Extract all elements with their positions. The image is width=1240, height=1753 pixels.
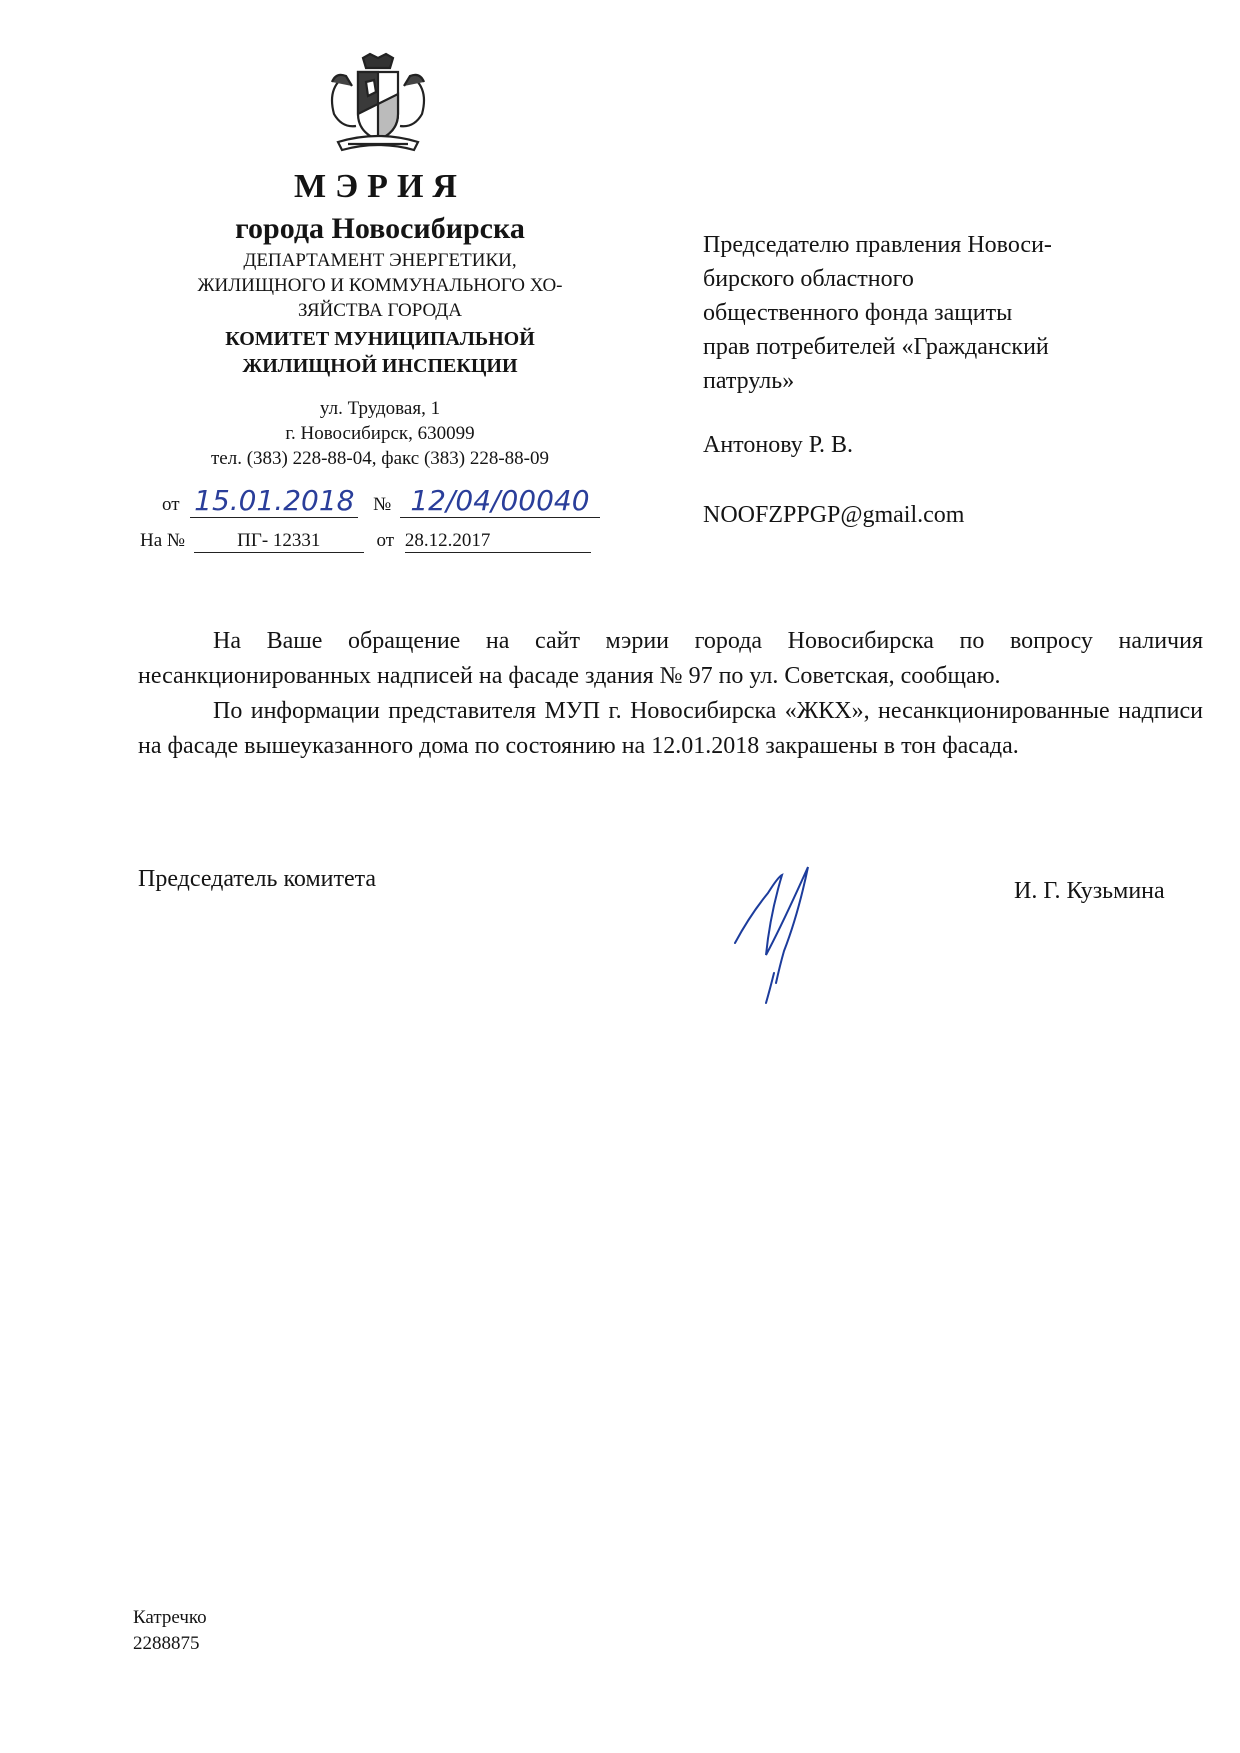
handwritten-signature-icon [730, 855, 840, 1005]
department-name [140, 248, 620, 323]
committee-name [150, 326, 610, 380]
recipient-name: Антонову Р. В. [703, 432, 854, 458]
recipient-line: прав потребителей «Гражданский [703, 334, 1049, 360]
committee-line: ЖИЛИЩНОЙ ИНСПЕКЦИИ [242, 355, 518, 377]
outgoing-date: 15.01.2018 [190, 484, 358, 518]
executor-name: Катречко [133, 1607, 207, 1628]
incoming-number: ПГ- 12331 [194, 530, 364, 553]
signatory-title: Председатель комитета [138, 866, 377, 892]
recipient-line: бирского областного [703, 266, 914, 292]
department-line: ЗЯЙСТВА ГОРОДА [298, 300, 462, 321]
org-name: МЭРИЯ [294, 168, 466, 205]
address-line: ул. Трудовая, 1 [319, 398, 441, 419]
signatory-name: И. Г. Кузьмина [1014, 878, 1165, 904]
coat-of-arms-icon [318, 52, 438, 156]
body-paragraph: По информации представителя МУП г. Новосибирска «ЖКХ», несанкционированные надписи на фасаде вышеуказанного дома по состоянию на 12.01.2018 закрашены в тон фасада. [138, 698, 1203, 759]
incoming-reference [140, 530, 591, 553]
address-block [150, 396, 610, 471]
city-name: города Новосибирска [235, 212, 525, 245]
address-line: г. Новосибирск, 630099 [285, 423, 475, 444]
incoming-date: 28.12.2017 [405, 530, 591, 553]
recipient-position [703, 228, 1163, 398]
executor-phone: 2288875 [133, 1633, 200, 1654]
recipient-email: NOOFZPPGP@gmail.com [703, 502, 965, 528]
committee-line: КОМИТЕТ МУНИЦИПАЛЬНОЙ [225, 328, 535, 350]
from-label: от [162, 494, 180, 515]
address-line: тел. (383) 228-88-04, факс (383) 228-88-09 [210, 448, 550, 469]
incoming-label: На № [140, 530, 186, 551]
department-line: ЖИЛИЩНОГО И КОММУНАЛЬНОГО ХО- [197, 275, 563, 296]
letter-body [138, 624, 1203, 764]
recipient-block [703, 228, 1163, 532]
outgoing-number: 12/04/00040 [400, 484, 600, 518]
recipient-line: общественного фонда защиты [703, 300, 1013, 326]
incoming-from-label: от [376, 530, 395, 551]
department-line: ДЕПАРТАМЕНТ ЭНЕРГЕТИКИ, [243, 250, 517, 271]
executor-block [133, 1605, 207, 1657]
recipient-line: патруль» [703, 368, 795, 394]
body-paragraph: На Ваше обращение на сайт мэрии города Новосибирска по вопросу наличия несанкционированных надписей на фасаде здания № 97 по ул. Советская, сообщаю. [138, 628, 1203, 689]
outgoing-reference [162, 484, 600, 518]
recipient-line: Председателю правления Новоси- [703, 232, 1052, 258]
number-label: № [373, 494, 392, 515]
